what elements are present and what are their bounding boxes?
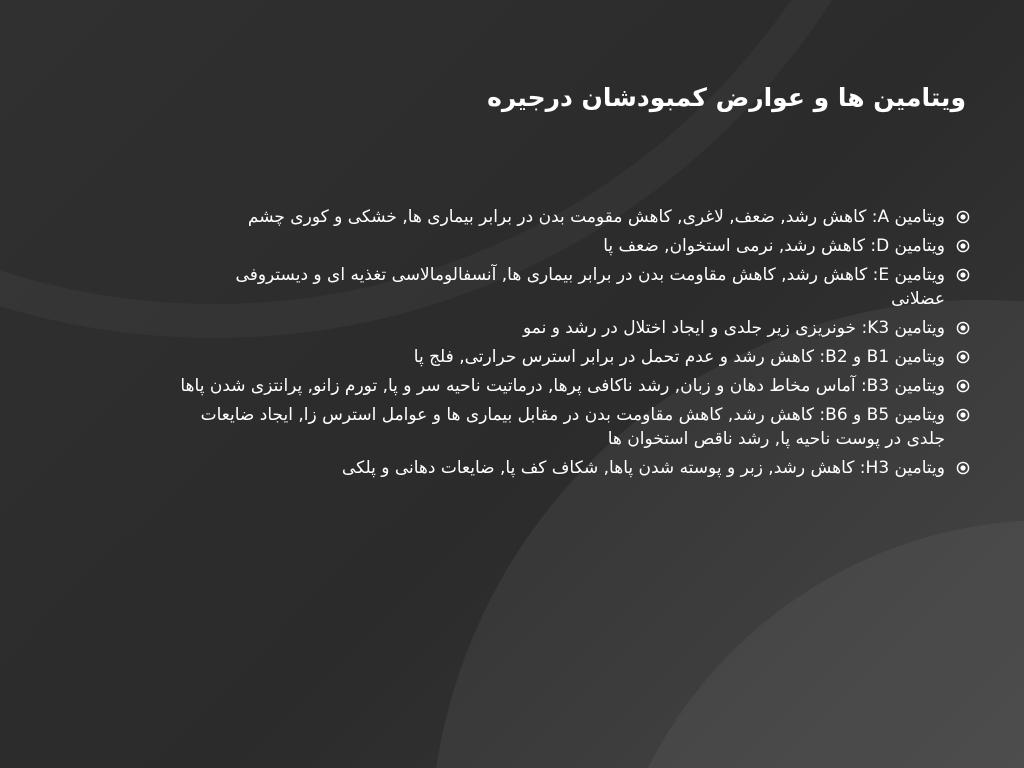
bullet-item	[180, 456, 970, 480]
bullet-item	[180, 374, 970, 398]
circled-dot-icon	[956, 268, 970, 282]
background-curve	[600, 520, 1024, 768]
circled-dot-icon	[956, 321, 970, 335]
bullet-text: ویتامین A: کاهش رشد, ضعف, لاغری, کاهش مقومت بدن در برابر بیماری ها, خشکی و کوری چشم	[247, 207, 945, 227]
bullet-item	[180, 234, 970, 258]
bullet-text: ویتامین E: کاهش رشد, کاهش مقاومت بدن در برابر بیماری ها, آنسفالومالاسی تغذیه ای و دیستروفی عضلانی	[235, 265, 945, 309]
bullet-item	[180, 345, 970, 369]
circled-dot-icon	[956, 379, 970, 393]
bullet-text: ویتامین B3: آماس مخاط دهان و زبان, رشد ناکافی پرها, درماتیت ناحیه سر و پا, تورم زانو, پرانتزی شدن پاها	[180, 376, 945, 396]
bullet-list	[180, 205, 970, 485]
slide-title: ویتامین ها و عوارض کمبودشان درجیره	[487, 83, 966, 112]
bullet-item	[180, 263, 970, 311]
bullet-item	[180, 205, 970, 229]
bullet-item	[180, 316, 970, 340]
bullet-text: ویتامین B5 و B6: کاهش رشد, کاهش مقاومت بدن در مقابل بیماری ها و عوامل استرس زا, ایجاد ضایعات جلدی در پوست ناحیه پا, رشد ناقص استخوان ها	[200, 405, 945, 449]
circled-dot-icon	[956, 408, 970, 422]
circled-dot-icon	[956, 350, 970, 364]
circled-dot-icon	[956, 239, 970, 253]
bullet-text: ویتامین H3: کاهش رشد, زبر و پوسته شدن پاها, شکاف کف پا, ضایعات دهانی و پلکی	[341, 458, 945, 478]
bullet-item	[180, 403, 970, 451]
circled-dot-icon	[956, 210, 970, 224]
bullet-text: ویتامین D: کاهش رشد, نرمی استخوان, ضعف پا	[603, 236, 945, 256]
bullet-text: ویتامین K3: خونریزی زیر جلدی و ایجاد اختلال در رشد و نمو	[522, 318, 945, 338]
bullet-text: ویتامین B1 و B2: کاهش رشد و عدم تحمل در برابر استرس حرارتی, فلج پا	[413, 347, 945, 367]
circled-dot-icon	[956, 461, 970, 475]
